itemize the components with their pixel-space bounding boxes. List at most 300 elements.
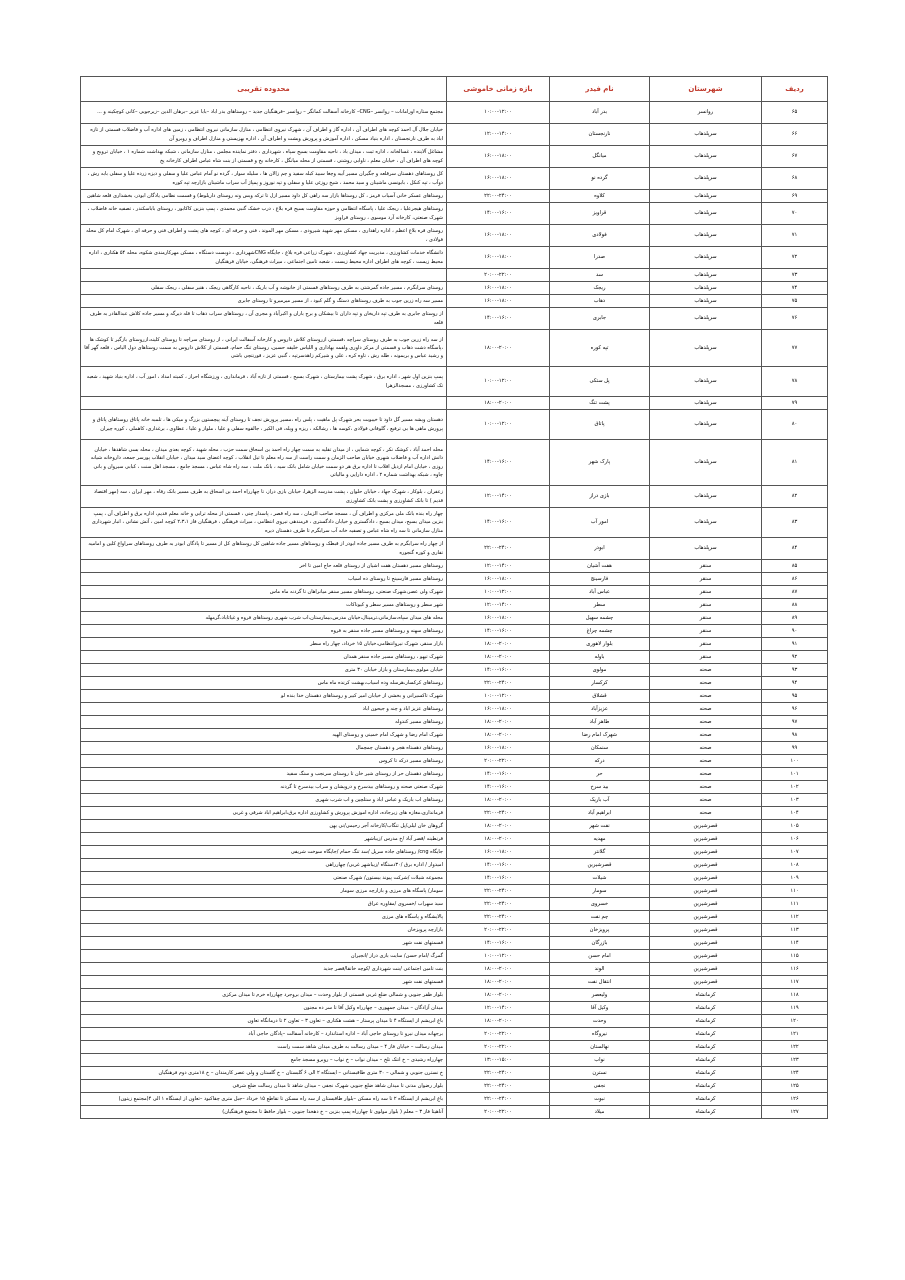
- table-row: [81, 833, 828, 846]
- row-number-cell: ۱۱۰: [762, 885, 828, 898]
- row-number-cell: ۸۳: [762, 508, 828, 538]
- feeder-cell: سومار: [550, 885, 650, 898]
- city-cell: صحنه: [650, 690, 762, 703]
- outage-time-cell: ۱۸:۰۰-۲۰:۰۰: [447, 729, 550, 742]
- feeder-cell: کرکسار: [550, 677, 650, 690]
- area-cell: بلوار ظفر جنوبی و شمالی ضلع غربی قسمتی از بلوار وحدت – میدان بروجرد چهارراه خرم تا میدان مرکزی: [81, 989, 447, 1002]
- outage-time-cell: ۱۴:۰۰-۱۶:۰۰: [447, 625, 550, 638]
- outage-time-cell: ۱۴:۰۰-۱۶:۰۰: [447, 440, 550, 486]
- column-header-outage-time: بازه زمانی خاموشی: [447, 77, 550, 102]
- row-number-cell: ۱۱۲: [762, 911, 828, 924]
- row-number-cell: ۱۲۶: [762, 1093, 828, 1106]
- outage-time-cell: ۲۲:۰۰-۲۴:۰۰: [447, 190, 550, 203]
- feeder-cell: بدر آباد: [550, 102, 650, 124]
- outage-time-cell: ۲۲:۰۰-۲۴:۰۰: [447, 1080, 550, 1093]
- area-cell: روستاهای مسیر فارسینج تا روستای ده اسیاب: [81, 573, 447, 586]
- row-number-cell: ۸۸: [762, 599, 828, 612]
- row-number-cell: ۸۷: [762, 586, 828, 599]
- city-cell: صحنه: [650, 703, 762, 716]
- row-number-cell: ۷۶: [762, 308, 828, 330]
- feeder-cell: نیروگاه: [550, 1028, 650, 1041]
- area-cell: شهرک تاکسیرانی و بخشی از خیابان امیر کبیر و روستاهای دهستان خدا بنده لو: [81, 690, 447, 703]
- table-row: [81, 963, 828, 976]
- feeder-cell: قراویز: [550, 203, 650, 225]
- feeder-cell: انتقال نفت: [550, 976, 650, 989]
- area-cell: قسمتهای نفت شهر: [81, 937, 447, 950]
- table-row: [81, 308, 828, 330]
- feeder-cell: پاتاق: [550, 410, 650, 440]
- table-row: [81, 885, 828, 898]
- area-cell: خیابان مولوی،بیمارستان و بازار خیابان ۳۰ متری: [81, 664, 447, 677]
- outage-time-cell: ۱۲:۰۰-۱۴:۰۰: [447, 486, 550, 508]
- area-cell: چهارراه رشیدی – خ انتک تلخ – میدان نواب – خ نواب – روبرو مسجد جامع: [81, 1054, 447, 1067]
- row-number-cell: ۷۳: [762, 269, 828, 282]
- city-cell: سرپلذهاب: [650, 124, 762, 146]
- city-cell: قصرشیرین: [650, 872, 762, 885]
- feeder-cell: نسترن: [550, 1067, 650, 1080]
- table-row: [81, 225, 828, 247]
- outage-time-cell: ۲۲:۰۰-۲۴:۰۰: [447, 538, 550, 560]
- city-cell: سنقر: [650, 638, 762, 651]
- outage-time-cell: ۱۶:۰۰-۱۸:۰۰: [447, 282, 550, 295]
- table-row: [81, 924, 828, 937]
- feeder-cell: نهالستان: [550, 1041, 650, 1054]
- city-cell: قصرشیرین: [650, 846, 762, 859]
- outage-time-cell: ۱۸:۰۰-۲۰:۰۰: [447, 330, 550, 367]
- row-number-cell: ۹۸: [762, 729, 828, 742]
- table-row: [81, 124, 828, 146]
- city-cell: صحنه: [650, 729, 762, 742]
- table-row: [81, 410, 828, 440]
- city-cell: کرمانشاه: [650, 1067, 762, 1080]
- city-cell: صحنه: [650, 742, 762, 755]
- area-cell: گروهان خان لیلی/پل تنگاب/کارخانه آجر رحیمی/نی بهن: [81, 820, 447, 833]
- outage-time-cell: ۱۸:۰۰-۲۰:۰۰: [447, 963, 550, 976]
- feeder-cell: باوله: [550, 651, 650, 664]
- column-header-city: شهرستان: [650, 77, 762, 102]
- column-header-area: محدوده تقریبی: [81, 77, 447, 102]
- table-row: [81, 729, 828, 742]
- row-number-cell: ۱۰۳: [762, 794, 828, 807]
- outage-time-cell: ۲۲:۰۰-۲۴:۰۰: [447, 1067, 550, 1080]
- area-cell: گمرگ /امام حسن/ سایت بازی دراز /انجیران: [81, 950, 447, 963]
- city-cell: کرمانشاه: [650, 1015, 762, 1028]
- city-cell: کرمانشاه: [650, 989, 762, 1002]
- area-cell: سومار/ پاسگاه های مرزی و بازارچه مرزی سومار: [81, 885, 447, 898]
- feeder-cell: چشمه سهیل: [550, 612, 650, 625]
- table-row: [81, 1093, 828, 1106]
- area-cell: روستاهای مسیر درکه تا کروس: [81, 755, 447, 768]
- table-row: [81, 1015, 828, 1028]
- row-number-cell: ۷۵: [762, 295, 828, 308]
- feeder-cell: نفت شهر: [550, 820, 650, 833]
- outage-time-cell: ۱۸:۰۰-۲۰:۰۰: [447, 833, 550, 846]
- city-cell: سرپلذهاب: [650, 282, 762, 295]
- area-cell: باغ ابریشم از ایستگاه ۴ تا میدان پرستار – هشت هکتاری – تعاون ۳ – تعاون ۲ تا درمانگاه تعاون: [81, 1015, 447, 1028]
- row-number-cell: ۱۰۶: [762, 833, 828, 846]
- feeder-cell: پرویزخان: [550, 924, 650, 937]
- outage-time-cell: ۱۰:۰۰-۱۲:۰۰: [447, 410, 550, 440]
- row-number-cell: ۱۱۶: [762, 963, 828, 976]
- table-row: [81, 1054, 828, 1067]
- row-number-cell: ۶۶: [762, 124, 828, 146]
- row-number-cell: ۱۰۴: [762, 807, 828, 820]
- table-header-row: [81, 77, 828, 102]
- city-cell: سرپلذهاب: [650, 146, 762, 168]
- outage-time-cell: ۲۰:۰۰-۲۲:۰۰: [447, 1106, 550, 1119]
- outage-time-cell: ۲۲:۰۰-۲۴:۰۰: [447, 1093, 550, 1106]
- outage-time-cell: ۱۲:۰۰-۱۴:۰۰: [447, 599, 550, 612]
- table-row: [81, 330, 828, 367]
- area-cell: از روستای جابری به طرف تپه داریخان و تپه داران تا بیشکان و برج باران و اکبرآباد و مجری آن ، روستاهای سراب ذهاب تا قله دیرگه و مسیر جاده کلاش عبدالقادر به طرف قلعه: [81, 308, 447, 330]
- outage-table: [80, 76, 828, 1119]
- feeder-cell: تپه کوره: [550, 330, 650, 367]
- city-cell: قصرشیرین: [650, 859, 762, 872]
- outage-time-cell: ۱۴:۰۰-۱۶:۰۰: [447, 308, 550, 330]
- city-cell: صحنه: [650, 794, 762, 807]
- table-row: [81, 282, 828, 295]
- feeder-cell: بازی دراز: [550, 486, 650, 508]
- outage-time-cell: ۲۲:۰۰-۲۴:۰۰: [447, 677, 550, 690]
- feeder-cell: فارسینج: [550, 573, 650, 586]
- outage-time-cell: ۲۰:۰۰-۲۲:۰۰: [447, 1028, 550, 1041]
- feeder-cell: پشت تنگ: [550, 397, 650, 410]
- city-cell: سنقر: [650, 625, 762, 638]
- row-number-cell: ۶۵: [762, 102, 828, 124]
- area-cell: مجموعه شیلات /شرکت پیوند بیستون/ شهرک صنعتی: [81, 872, 447, 885]
- city-cell: قصرشیرین: [650, 924, 762, 937]
- row-number-cell: ۱۱۵: [762, 950, 828, 963]
- feeder-cell: سطر: [550, 599, 650, 612]
- row-number-cell: ۱۰۰: [762, 755, 828, 768]
- feeder-cell: الوند: [550, 963, 650, 976]
- table-row: [81, 486, 828, 508]
- area-cell: روستاهای دهستان حر از روستای شیر خان تا روستای سرنجب و سنگ سفید: [81, 768, 447, 781]
- outage-time-cell: ۱۰:۰۰-۱۲:۰۰: [447, 367, 550, 397]
- feeder-cell: پارک شهر: [550, 440, 650, 486]
- row-number-cell: ۱۲۲: [762, 1041, 828, 1054]
- area-cell: فرمانداری،مغازه های زیرجاده، اداره اموزش پرورش و کشاورزی اداره برق،ابراهیم اباد شرقی و غربی: [81, 807, 447, 820]
- feeder-cell: چم نفت: [550, 911, 650, 924]
- column-header-row-number: ردیف: [762, 77, 828, 102]
- city-cell: سرپلذهاب: [650, 367, 762, 397]
- area-cell: [81, 397, 447, 410]
- table-row: [81, 102, 828, 124]
- feeder-cell: نجفی: [550, 1080, 650, 1093]
- city-cell: قصرشیرین: [650, 963, 762, 976]
- area-cell: پالایشگاه و پاسگاه های مرزی: [81, 911, 447, 924]
- row-number-cell: ۱۱۸: [762, 989, 828, 1002]
- feeder-cell: عزیزآباد: [550, 703, 650, 716]
- area-cell: از چهار راه سرابگرم به طرف مسیر جاده ابوذر از قبطک و روستاهای مسیر جاده شاهین کل روستاهای کل از مسیر تا پادگان ابوذر به طرف روستاهای سراواغ کلین و امامیه تفاری و کوره گنجوره: [81, 538, 447, 560]
- outage-time-cell: ۲۰:۰۰-۲۲:۰۰: [447, 269, 550, 282]
- table-row: [81, 703, 828, 716]
- outage-time-cell: ۱۴:۰۰-۱۶:۰۰: [447, 859, 550, 872]
- outage-time-cell: ۱۴:۰۰-۱۶:۰۰: [447, 768, 550, 781]
- outage-time-cell: ۱۶:۰۰-۱۸:۰۰: [447, 573, 550, 586]
- outage-time-cell: ۱۶:۰۰-۱۸:۰۰: [447, 247, 550, 269]
- row-number-cell: ۷۹: [762, 397, 828, 410]
- table-row: [81, 1002, 828, 1015]
- area-cell: روستاهای مسیر کندوله: [81, 716, 447, 729]
- outage-time-cell: ۱۴:۰۰-۱۶:۰۰: [447, 664, 550, 677]
- column-header-feeder: نام فیدر: [550, 77, 650, 102]
- area-cell: بلوار رضوان مدنی تا میدان شاهد ضلع جنوبی شهرک نجفی – میدان شاهد تا میدان رسالت ضلع شرقی: [81, 1080, 447, 1093]
- row-number-cell: ۸۱: [762, 440, 828, 486]
- city-cell: کرمانشاه: [650, 1002, 762, 1015]
- table-row: [81, 560, 828, 573]
- area-cell: شهرک امام رضا و شهرک امام خمینی و روستای الهیه: [81, 729, 447, 742]
- table-row: [81, 820, 828, 833]
- table-row: [81, 269, 828, 282]
- city-cell: سرپلذهاب: [650, 225, 762, 247]
- feeder-cell: درکه: [550, 755, 650, 768]
- table-row: [81, 872, 828, 885]
- row-number-cell: ۶۷: [762, 146, 828, 168]
- row-number-cell: ۶۸: [762, 168, 828, 190]
- row-number-cell: ۱۱۱: [762, 898, 828, 911]
- row-number-cell: ۷۲: [762, 247, 828, 269]
- outage-time-cell: ۱۶:۰۰-۱۸:۰۰: [447, 703, 550, 716]
- row-number-cell: ۱۰۵: [762, 820, 828, 833]
- city-cell: صحنه: [650, 716, 762, 729]
- row-number-cell: ۹۰: [762, 625, 828, 638]
- city-cell: کرمانشاه: [650, 1028, 762, 1041]
- feeder-cell: مهدیه: [550, 833, 650, 846]
- row-number-cell: ۸۵: [762, 560, 828, 573]
- area-cell: برجهانه میدان نیرو تا روستای حاجی آباد – اداره استاندارد – کارخانه آسفالت –پادگان حاجی آباد: [81, 1028, 447, 1041]
- city-cell: سنقر: [650, 599, 762, 612]
- table-row: [81, 742, 828, 755]
- area-cell: میدان رسالت – خیابان فاز ۴ – میدان رسالت به طرف میدان شاهد سمت راست: [81, 1041, 447, 1054]
- feeder-cell: سنمکان: [550, 742, 650, 755]
- row-number-cell: ۸۶: [762, 573, 828, 586]
- feeder-cell: نارنجستان: [550, 124, 650, 146]
- city-cell: کرمانشاه: [650, 1054, 762, 1067]
- city-cell: سرپلذهاب: [650, 308, 762, 330]
- row-number-cell: ۱۱۷: [762, 976, 828, 989]
- city-cell: سرپلذهاب: [650, 410, 762, 440]
- area-cell: روستاهای اب باریک و عباس اباد و ستلچین و اب شرب شهری: [81, 794, 447, 807]
- outage-time-cell: ۱۶:۰۰-۱۸:۰۰: [447, 168, 550, 190]
- feeder-cell: وحدت: [550, 1015, 650, 1028]
- feeder-cell: شهرک امام رضا: [550, 729, 650, 742]
- feeder-cell: بلوار لاهوری: [550, 638, 650, 651]
- table-row: [81, 807, 828, 820]
- city-cell: قصرشیرین: [650, 885, 762, 898]
- area-cell: بنت تامین اجتماعی /بنت شهرداری /کوچه خانقا/قصر جدید: [81, 963, 447, 976]
- feeder-cell: مولوی: [550, 664, 650, 677]
- city-cell: سرپلذهاب: [650, 486, 762, 508]
- row-number-cell: ۷۸: [762, 367, 828, 397]
- feeder-cell: هفت آشیان: [550, 560, 650, 573]
- feeder-cell: جابری: [550, 308, 650, 330]
- table-row: [81, 1106, 828, 1119]
- feeder-cell: طاهر آباد: [550, 716, 650, 729]
- area-cell: شهرک تیهو ، روستاهای مسیر جاده سنقر همدان: [81, 651, 447, 664]
- row-number-cell: ۸۴: [762, 538, 828, 560]
- row-number-cell: ۷۷: [762, 330, 828, 367]
- table-row: [81, 846, 828, 859]
- row-number-cell: ۷۱: [762, 225, 828, 247]
- row-number-cell: ۸۲: [762, 486, 828, 508]
- outage-time-cell: ۱۸:۰۰-۲۰:۰۰: [447, 1015, 550, 1028]
- row-number-cell: ۱۰۲: [762, 781, 828, 794]
- outage-time-cell: ۱۸:۰۰-۲۰:۰۰: [447, 716, 550, 729]
- table-row: [81, 1041, 828, 1054]
- feeder-cell: گرده نو: [550, 168, 650, 190]
- city-cell: سرپلذهاب: [650, 397, 762, 410]
- row-number-cell: ۱۲۳: [762, 1054, 828, 1067]
- feeder-cell: نواب: [550, 1054, 650, 1067]
- city-cell: صحنه: [650, 664, 762, 677]
- city-cell: سرپلذهاب: [650, 295, 762, 308]
- area-cell: شهر سطر و روستاهای مسیر سطر و کیوناکات: [81, 599, 447, 612]
- table-row: [81, 989, 828, 1002]
- row-number-cell: ۱۲۴: [762, 1067, 828, 1080]
- table-row: [81, 898, 828, 911]
- row-number-cell: ۱۰۹: [762, 872, 828, 885]
- feeder-cell: میلاد: [550, 1106, 650, 1119]
- row-number-cell: ۱۰۸: [762, 859, 828, 872]
- city-cell: سنقر: [650, 612, 762, 625]
- area-cell: دهستان ویشه مسیر گل داود تا خیبوبت بحر شهرک پل ماهیت ، پلس راه ،مسیر پرورش نجف تا روستای آینه پیچستون بزرگ و میکی ها ، تلمبه خانه پاتاق روستاهای پاتاق و پرورش ماهی ها بی ترفیع ، گلوفانی فولادی ،کوسه ها ، رشالکه ، ریزه و ویله، فی الکیر ، جالقوه سفلی و علیا ، ملواز و علیا ، عطاوی ، برغداری، کاهملی ، کوره چیران: [81, 410, 447, 440]
- feeder-cell: خسروی: [550, 898, 650, 911]
- outage-time-cell: ۱۶:۰۰-۱۸:۰۰: [447, 742, 550, 755]
- row-number-cell: ۹۷: [762, 716, 828, 729]
- area-cell: محله های میدان سپاه،سازمانی،ترمینال،خیابان مدرس،بیمارستان،اب شرب شهری روستاهای فروه و غیاثاباد،گرمهله: [81, 612, 447, 625]
- table-row: [81, 508, 828, 538]
- outage-time-cell: ۲۰:۰۰-۲۲:۰۰: [447, 924, 550, 937]
- city-cell: کرمانشاه: [650, 1093, 762, 1106]
- area-cell: بازارچه پرویزخان: [81, 924, 447, 937]
- outage-time-cell: ۱۸:۰۰-۲۰:۰۰: [447, 651, 550, 664]
- area-cell: چهار راه بنده بانک ملی مرکزی و اطراف آن ، مسجد صاحب الزمان ، سه راه قصر ، پاسدار چنی ، قسمتی از محله ترابی و خانه معلم قدیم، اداره برق و اطراف آن ، پمپ بنزین میدان بسیج، میدان بسیج ، دادگستری و خیابان دادگستری ، فرمندهی نیروی انتظامی ، میراث فرهنگی ، فرهنگیان فاز ۲،۳،۱ کوچه امین ، آتش نشانی ، انبار شهرداری منازل سازمانی تا سه راه شاه عباس و تصفیه خانه آب سرابگرم تا طرف دهستان دیره: [81, 508, 447, 538]
- table-row: [81, 599, 828, 612]
- area-cell: دانشگاه خدمات کشاورزی ، مدیریت جهاد کشاورزی ، شهرک زراعی قره بلاغ ، جایگاه CNGشهرداری ، دوبست دستگاه ، مسکن مهرکارمندی شکوه، محله ۵۴ هکتاری ، اداره محیط زیست ، کوچه های اطراف اداره محیط زیست ، شعبه تامین اجتماعی ، میراث فرهنگی، خیابان فرهنگیان: [81, 247, 447, 269]
- city-cell: صحنه: [650, 807, 762, 820]
- outage-time-cell: ۱۴:۰۰-۱۶:۰۰: [447, 781, 550, 794]
- table-row: [81, 690, 828, 703]
- table-row: [81, 768, 828, 781]
- city-cell: کرمانشاه: [650, 1106, 762, 1119]
- city-cell: صحنه: [650, 755, 762, 768]
- area-cell: کل روستاهای دهستان سرقلعه و جگیران مسیر آبیه وچغا سبید کبله سفید و چم زالان ها ، سلیله سوار ، گرده نو آمام عباس علیا و سفلی و دیزه زرده علیا و سفلی بابه رش ، ذوآب ، تپه کنکل ، بابونسی ماشینان و سید محمد ، شیخ روزئی علیا و سفلی و تپه نوروز و پمپاژ آب سراب ماشینان بازارچه تپه کوره: [81, 168, 447, 190]
- table-row: [81, 716, 828, 729]
- city-cell: سنقر: [650, 586, 762, 599]
- area-cell: محله احمد آباد ، کوشک نکر ، کوچه شمایی ، از میدان تقلیه به سمت چهار راه احمد بن اسحاق سمت حزب ، محله شهید ، کوچه بعدی میدان ، محله بسی شاهدها ، خیابان دانش اداره آب و فاضلاب شهری خیابان صاحب الزمان و سمت راست از سه راه معلم تا تیل انقلاب ، کوچه اعضای سید میدان ، خیابان انقلاب پورسر جمعه، داروخانه شیانه روزی ، خیابان امام ازدیل اقلاب تا اداره برق هر دو سمت خیابان شامل بانک سیه ، بانک ملت ، سه راه شاه عباس ، مسجد جامع ، مسجد اهل سنت ، کبابی سیروان و بانی چاوه ، شبکه بهداشت شماره ۲ ، اداره دارایی و مالیاتی: [81, 440, 447, 486]
- area-cell: روستاهای عسکر خانی آسیاب قرمز ، کل روستاها بازار سه راهی کل داود مسیر ازل تا ترکه ویس ونه روستای داربلوط) و قسمت نظامی یادگان ابوذر، بخشداری قلعه شاهین: [81, 190, 447, 203]
- outage-time-cell: ۱۶:۰۰-۱۸:۰۰: [447, 612, 550, 625]
- row-number-cell: ۹۳: [762, 664, 828, 677]
- row-number-cell: ۸۰: [762, 410, 828, 440]
- area-cell: امیدوار / اداره برق /۳۰دستگاه /زیباشهر غربی/ چهارراهی: [81, 859, 447, 872]
- area-cell: بازار سنقر، شهرک نیروانتظامی،خیابان ۱۵ خرداد، چهار راه سطر: [81, 638, 447, 651]
- table-row: [81, 440, 828, 486]
- city-cell: سرپلذهاب: [650, 168, 762, 190]
- row-number-cell: ۱۱۳: [762, 924, 828, 937]
- row-number-cell: ۱۰۱: [762, 768, 828, 781]
- city-cell: روانسر: [650, 102, 762, 124]
- area-cell: روستاهای هیجرعلیا ، ریجک علیا ، پاسگاه انتظامی و حوزه مقاومت بسیج قره بلاغ ، درب خشک گنبی محمدی ، پمپ بنزین کاکابور ، روستای باباسکندر ، تصفیه خانه فاضلاب ، شهرک صنعتی، کارخانه آرد موسوی ، روستای قراویز: [81, 203, 447, 225]
- area-cell: قسمتهای نفت شهر: [81, 976, 447, 989]
- city-cell: قصرشیرین: [650, 898, 762, 911]
- row-number-cell: ۱۰۷: [762, 846, 828, 859]
- feeder-cell: ذهاب: [550, 295, 650, 308]
- table-row: [81, 168, 828, 190]
- row-number-cell: ۱۲۵: [762, 1080, 828, 1093]
- outage-time-cell: ۱۰:۰۰-۱۲:۰۰: [447, 586, 550, 599]
- city-cell: سرپلذهاب: [650, 538, 762, 560]
- outage-time-cell: ۱۸:۰۰-۲۰:۰۰: [447, 397, 550, 410]
- feeder-cell: ابوذر: [550, 538, 650, 560]
- table-row: [81, 638, 828, 651]
- city-cell: کرمانشاه: [650, 1080, 762, 1093]
- area-cell: مسیر سه راه زرین جوب به طرف روستاهای دستگ و گلم کبود ، از مسیر میرمیرو تا روستای جابری: [81, 295, 447, 308]
- outage-time-cell: ۲۲:۰۰-۲۴:۰۰: [447, 885, 550, 898]
- area-cell: شهرک صنعتی صحنه و روستاهای بیدسرخ و درویشان و سراب بیدسرخ تا گردنه: [81, 781, 447, 794]
- table-row: [81, 586, 828, 599]
- feeder-cell: کلاوه: [550, 190, 650, 203]
- feeder-cell: ابراهیم آباد: [550, 807, 650, 820]
- city-cell: سنقر: [650, 573, 762, 586]
- area-cell: روستاهای دهستاه هجر و دهستان چمچمال: [81, 742, 447, 755]
- area-cell: روستای قره بلاغ اعظم ، اداره راهداری ، مسکن مهر شهید شیرودی ، مسکن مهر الموند ، فنی و حرفه ای ، کوچه های پشت و اطراف فنی و حرفه ای ، شهرک امام کل محله فولادی ،: [81, 225, 447, 247]
- row-number-cell: ۷۰: [762, 203, 828, 225]
- table-row: [81, 203, 828, 225]
- city-cell: سرپلذهاب: [650, 247, 762, 269]
- table-row: [81, 651, 828, 664]
- row-number-cell: ۱۲۰: [762, 1015, 828, 1028]
- area-cell: میدان آزادگان – میدان جمهوری – چهارراه وکیل آقا تا سر ده مجنون: [81, 1002, 447, 1015]
- row-number-cell: ۹۲: [762, 651, 828, 664]
- area-cell: فرنطینه /قصر آباد /خ مدرس /زیباشهر: [81, 833, 447, 846]
- outage-time-cell: ۲۲:۰۰-۲۴:۰۰: [447, 911, 550, 924]
- outage-time-cell: ۱۴:۰۰-۱۶:۰۰: [447, 937, 550, 950]
- area-cell: روستاهای کرکسار،هرسله وده اسیاب،بهشت کرنده ماه ماس: [81, 677, 447, 690]
- table-row: [81, 397, 828, 410]
- table-row: [81, 538, 828, 560]
- outage-time-cell: ۱۳:۰۰-۱۵:۰۰: [447, 1054, 550, 1067]
- area-cell: از سه راه زرین جوب به طرف روستای سراچه ،قسمتی ازروستای کلاش داروس و کارخانه آسفالت ایرانی ، از روستای سراچه تا روستای کلینه،ازروستای بازگیر تا کوشک ها ،پاسگاه دشت ذهاب و قسمتی از مرکز داوری ولقمه بهاداری و اللیاس خلیقه حسین، روستای تنگ حمام، قسمتی از کلاش داروس به سمت روستاهای دول الیاس ، قلعه گهر آقا و رشید عباس و بربمونه ، طله رش ، تاوه کره ، علی و شیرکم زاهدسرتپه ، گنبی عزیز ، قورنتچی باشی: [81, 330, 447, 367]
- table-row: [81, 664, 828, 677]
- city-cell: سرپلذهاب: [650, 269, 762, 282]
- area-cell: جایگاه cng/ روستاهای جاده سرپل /سد تنگ حمام /جایگاه سوخت شریفی: [81, 846, 447, 859]
- table-row: [81, 1028, 828, 1041]
- outage-time-cell: ۱۸:۰۰-۲۰:۰۰: [447, 976, 550, 989]
- table-body: [81, 102, 828, 1119]
- table-row: [81, 794, 828, 807]
- city-cell: سرپلذهاب: [650, 203, 762, 225]
- area-cell: شهرک ولی عصر،شهرک صنعتی، روستاهای مسیر سنقر میانراهان تا گردنه ماه ماس: [81, 586, 447, 599]
- city-cell: قصرشیرین: [650, 976, 762, 989]
- city-cell: قصرشیرین: [650, 937, 762, 950]
- city-cell: قصرشیرین: [650, 833, 762, 846]
- table-row: [81, 976, 828, 989]
- row-number-cell: ۷۴: [762, 282, 828, 295]
- area-cell: [81, 269, 447, 282]
- table-row: [81, 781, 828, 794]
- feeder-cell: عباس آباد: [550, 586, 650, 599]
- feeder-cell: قشلاق: [550, 690, 650, 703]
- city-cell: سنقر: [650, 560, 762, 573]
- row-number-cell: ۱۲۷: [762, 1106, 828, 1119]
- city-cell: سنقر: [650, 651, 762, 664]
- table-row: [81, 677, 828, 690]
- city-cell: صحنه: [650, 677, 762, 690]
- area-cell: روستای سرابگرم ، مسیر جاده گمرشتی به طرف روستاهای قسمتی از خانوشه و آب باریک ، ناحیه کارگاهی ریجک ، هنیر سفلی ، ریجک سفلی: [81, 282, 447, 295]
- row-number-cell: ۹۵: [762, 690, 828, 703]
